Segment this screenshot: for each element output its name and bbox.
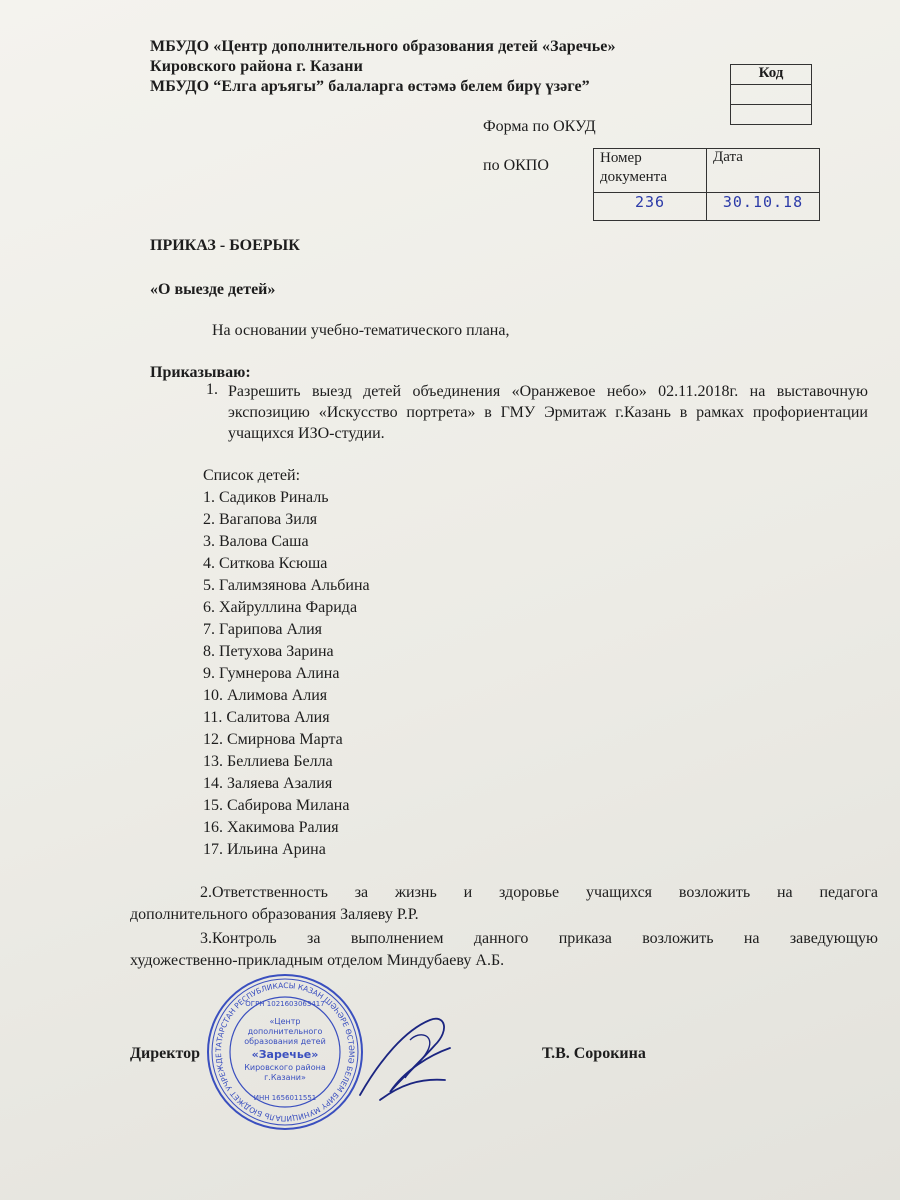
list-item: 17. Ильина Арина bbox=[203, 841, 326, 858]
list-item: 13. Беллиева Белла bbox=[203, 753, 333, 770]
list-item: 8. Петухова Зарина bbox=[203, 643, 334, 660]
list-item: 12. Смирнова Марта bbox=[203, 731, 343, 748]
stamp-ring-text: ТАТАРСТАН РЕСПУБЛИКАСЫ КАЗАН ШӘҺӘРЕ ӨСТӘМӘ БЕЛЕМ БИРҮ МУНИЦИПАЛЬ БЮДЖЕТ УЧРЕЖДЕ bbox=[213, 980, 357, 1124]
okpo-label: по ОКПО bbox=[483, 157, 549, 174]
stamp-center-line: дополнительного bbox=[247, 1027, 323, 1036]
doc-number-table bbox=[593, 148, 820, 221]
list-item: 2. Вагапова Зиля bbox=[203, 511, 318, 528]
item-2-line-1: 2.Ответственность за жизнь и здоровье учащихся возложить на педагога bbox=[200, 884, 878, 901]
stamp-center-line: «Заречье» bbox=[251, 1048, 319, 1061]
item-3-line-2: художественно-прикладным отделом Миндубаеву А.Б. bbox=[130, 952, 505, 969]
doc-number-header: Номер документа bbox=[594, 149, 707, 193]
doc-date-header: Дата bbox=[707, 149, 820, 193]
list-item: 1. Садиков Риналь bbox=[203, 489, 329, 506]
code-table bbox=[730, 64, 812, 125]
stamp-center-line: образования детей bbox=[244, 1037, 326, 1046]
code-okpo-cell bbox=[731, 105, 812, 125]
item-2-line-2: дополнительного образования Заляеву Р.Р. bbox=[130, 906, 419, 923]
form-okud-label: Форма по ОКУД bbox=[483, 118, 596, 135]
list-item: 16. Хакимова Ралия bbox=[203, 819, 339, 836]
director-name: Т.В. Сорокина bbox=[542, 1045, 646, 1062]
order-item-3 bbox=[130, 928, 878, 972]
stamp-inn: ИНН 1656011551 bbox=[253, 1094, 317, 1102]
list-item: 14. Заляева Азалия bbox=[203, 775, 333, 792]
list-item: 3. Валова Саша bbox=[203, 533, 309, 550]
stamp-center-line: г.Казани» bbox=[264, 1073, 306, 1082]
org-name-line-2: Кировского района г. Казани bbox=[150, 58, 363, 75]
stamp-center-line: «Центр bbox=[269, 1017, 301, 1026]
item-3-line-1: 3.Контроль за выполнением данного приказа возложить на заведующую bbox=[200, 930, 878, 947]
order-basis: На основании учебно-тематического плана, bbox=[212, 322, 510, 339]
doc-date-value: 30.10.18 bbox=[707, 193, 820, 221]
order-subject: «О выезде детей» bbox=[150, 281, 276, 298]
item-1-text: Разрешить выезд детей объединения «Оранжевое небо» 02.11.2018г. на выставочную экспозицию «Искусство портрета» в ГМУ Эрмитаж г.Казань в рамках профориентации учащихся ИЗО-студии. bbox=[228, 383, 868, 442]
stamp-ogrn: ОГРН 1021603063417 bbox=[245, 1000, 325, 1008]
code-okud-cell bbox=[731, 85, 812, 105]
doc-number-value: 236 bbox=[594, 193, 707, 221]
list-item: 4. Ситкова Ксюша bbox=[203, 555, 328, 572]
list-item: 6. Хайруллина Фарида bbox=[203, 599, 358, 616]
list-item: 5. Галимзянова Альбина bbox=[203, 577, 370, 594]
org-name-line-3: МБУДО “Елга аръягы” балаларга өстәмә белем бирү үзәге” bbox=[150, 78, 590, 95]
order-item-2 bbox=[130, 882, 878, 926]
handwritten-signature bbox=[350, 1000, 470, 1110]
children-list-title: Список детей: bbox=[203, 467, 301, 484]
list-item: 9. Гумнерова Алина bbox=[203, 665, 340, 682]
order-word: Приказываю: bbox=[150, 364, 251, 381]
list-item: 10. Алимова Алия bbox=[203, 687, 328, 704]
list-item: 15. Сабирова Милана bbox=[203, 797, 350, 814]
order-item-1 bbox=[206, 381, 868, 444]
code-header: Код bbox=[731, 65, 812, 85]
item-1-number: 1. bbox=[206, 381, 218, 398]
official-stamp bbox=[205, 972, 365, 1132]
stamp-seal-icon bbox=[205, 972, 365, 1132]
org-name-line-1: МБУДО «Центр дополнительного образования детей «Заречье» bbox=[150, 38, 616, 55]
list-item: 7. Гарипова Алия bbox=[203, 621, 322, 638]
stamp-center-line: Кировского района bbox=[244, 1063, 326, 1072]
director-role: Директор bbox=[130, 1045, 200, 1062]
order-title: ПРИКАЗ - БОЕРЫК bbox=[150, 237, 300, 254]
list-item: 11. Салитова Алия bbox=[203, 709, 330, 726]
